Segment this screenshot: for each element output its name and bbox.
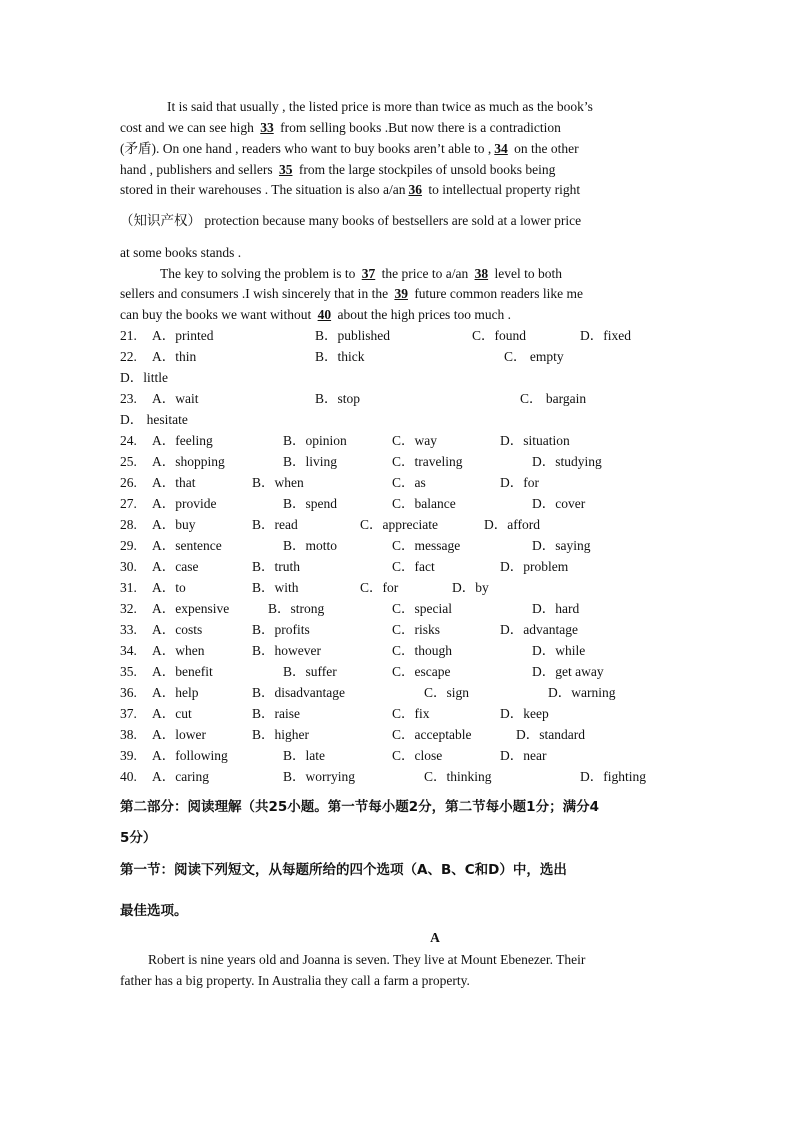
option-d: D．fighting [580, 769, 646, 784]
passage-line [148, 950, 708, 970]
option-d: D．cover [532, 496, 586, 511]
question-number: 33. [120, 622, 137, 637]
option-b: B．thick [315, 349, 365, 364]
option-d: D．little [120, 370, 168, 385]
option-c: C． bargain [520, 391, 587, 406]
question-row [120, 725, 680, 745]
option-a: A．to [152, 580, 186, 595]
option-b: B．profits [252, 622, 310, 637]
option-b: B．strong [268, 601, 325, 616]
option-a: A．printed [152, 328, 214, 343]
question-number: 31. [120, 580, 137, 595]
question-row [120, 473, 680, 493]
text: at some books stands . [120, 245, 242, 260]
question-row-continued [120, 410, 680, 430]
text: to intellectual property right [424, 182, 581, 197]
question-number: 32. [120, 601, 137, 616]
passage-line [120, 180, 680, 200]
question-row [120, 494, 680, 514]
section-heading: 最佳选项。 [120, 903, 188, 919]
option-a: A．costs [152, 622, 203, 637]
blank-33: 33 [260, 120, 274, 135]
option-b: B．spend [283, 496, 337, 511]
question-number: 23. [120, 391, 137, 406]
question-number: 29. [120, 538, 137, 553]
option-d: D．problem [500, 559, 569, 574]
option-c: C．appreciate [360, 517, 438, 532]
text: (矛盾). On one hand , readers who want to buy books aren’t able to , [120, 141, 492, 156]
option-d: D．fixed [580, 328, 631, 343]
option-b: B．read [252, 517, 298, 532]
passage-line [120, 243, 680, 263]
text: Robert is nine years old and Joanna is seven. They live at Mount Ebenezer. Their [148, 952, 586, 967]
option-d: D．standard [516, 727, 585, 742]
question-number: 22. [120, 349, 137, 364]
option-d: D．by [452, 580, 489, 595]
question-row [120, 557, 680, 577]
text: about the high prices too much . [334, 307, 512, 322]
option-a: A．provide [152, 496, 217, 511]
option-c: C．traveling [392, 454, 463, 469]
option-c: C．balance [392, 496, 456, 511]
option-c: C．though [392, 643, 453, 658]
option-c: C． empty [504, 349, 564, 364]
question-number: 28. [120, 517, 137, 532]
option-b: B．suffer [283, 664, 337, 679]
option-b: B．disadvantage [252, 685, 345, 700]
question-row [120, 347, 680, 367]
text: It is said that usually , the listed price is more than twice as much as the book’s [167, 99, 593, 114]
question-number: 38. [120, 727, 137, 742]
option-c: C．way [392, 433, 437, 448]
question-row [120, 515, 680, 535]
question-row [120, 389, 680, 409]
question-number: 30. [120, 559, 137, 574]
option-b: B．published [315, 328, 391, 343]
option-a: A．case [152, 559, 199, 574]
option-c: C．escape [392, 664, 451, 679]
question-number: 40. [120, 769, 137, 784]
question-number: 26. [120, 475, 137, 490]
blank-35: 35 [278, 162, 293, 177]
option-d: D．get away [532, 664, 604, 679]
question-number: 35. [120, 664, 137, 679]
option-c: C．fix [392, 706, 430, 721]
option-b: B．stop [315, 391, 361, 406]
option-b: B．however [252, 643, 321, 658]
question-row [120, 704, 680, 724]
passage-line [120, 118, 680, 138]
option-d: D．studying [532, 454, 602, 469]
option-c: C．found [472, 328, 526, 343]
option-a: A．wait [152, 391, 199, 406]
question-number: 21. [120, 328, 137, 343]
question-number: 25. [120, 454, 137, 469]
option-b: B．late [283, 748, 325, 763]
question-row [120, 431, 680, 451]
question-row [120, 746, 680, 766]
text: from selling books .But now there is a contradiction [276, 120, 561, 135]
option-b: B．higher [252, 727, 309, 742]
question-row [120, 536, 680, 556]
passage-line [167, 97, 727, 117]
passage-line [120, 284, 680, 304]
blank-38: 38 [474, 266, 489, 281]
text: cost and we can see high [120, 120, 258, 135]
option-a: A．help [152, 685, 199, 700]
option-a: A．that [152, 475, 196, 490]
blank-36: 36 [408, 182, 422, 197]
text: The key to solving the problem is to [160, 266, 359, 281]
option-a: A．expensive [152, 601, 230, 616]
text: stored in their warehouses . The situation is also a/an [120, 182, 406, 197]
section-heading: 第一节：阅读下列短文，从每题所给的四个选项（A、B、C和D）中，选出 [120, 862, 567, 878]
option-c: C．fact [392, 559, 435, 574]
blank-40: 40 [317, 307, 332, 322]
option-c: C．message [392, 538, 461, 553]
passage-line [120, 160, 680, 180]
option-b: B．motto [283, 538, 338, 553]
option-a: A．following [152, 748, 228, 763]
question-number: 24. [120, 433, 137, 448]
passage-line [120, 305, 680, 325]
option-d: D． hesitate [120, 412, 188, 427]
question-number: 34. [120, 643, 137, 658]
option-c: C．thinking [424, 769, 492, 784]
option-b: B．when [252, 475, 304, 490]
option-a: A．when [152, 643, 205, 658]
section-heading: 第二部分：阅读理解（共25小题。第一节每小题2分，第二节每小题1分；满分4 [120, 799, 599, 815]
option-a: A．thin [152, 349, 197, 364]
question-row [120, 662, 680, 682]
option-a: A．shopping [152, 454, 225, 469]
option-c: C．sign [424, 685, 470, 700]
question-row [120, 683, 680, 703]
option-b: B．raise [252, 706, 300, 721]
blank-39: 39 [394, 286, 408, 301]
text: father has a big property. In Australia they call a farm a property. [120, 973, 470, 988]
option-a: A．cut [152, 706, 192, 721]
text: the price to a/an [378, 266, 472, 281]
question-row [120, 452, 680, 472]
text: from the large stockpiles of unsold books being [295, 162, 556, 177]
text: sellers and consumers .I wish sincerely that in the [120, 286, 392, 301]
text: hand , publishers and sellers [120, 162, 276, 177]
text: protection because many books of bestsellers are sold at a lower price [201, 213, 582, 228]
text: on the other [510, 141, 579, 156]
blank-37: 37 [361, 266, 376, 281]
option-b: B．living [283, 454, 338, 469]
option-b: B．worrying [283, 769, 355, 784]
option-d: D．afford [484, 517, 540, 532]
question-row [120, 578, 680, 598]
option-c: C．as [392, 475, 426, 490]
option-d: D．warning [548, 685, 616, 700]
option-d: D．hard [532, 601, 580, 616]
option-d: D．saying [532, 538, 591, 553]
blank-34: 34 [494, 141, 508, 156]
option-a: A．lower [152, 727, 206, 742]
text: can buy the books we want without [120, 307, 315, 322]
option-c: C．acceptable [392, 727, 472, 742]
option-b: B．truth [252, 559, 301, 574]
option-d: D．situation [500, 433, 570, 448]
option-c: C．risks [392, 622, 441, 637]
option-b: B．opinion [283, 433, 347, 448]
option-c: C．close [392, 748, 443, 763]
option-a: A．sentence [152, 538, 222, 553]
option-b: B．with [252, 580, 299, 595]
text: level to both [491, 266, 562, 281]
passage-line [120, 971, 680, 991]
option-d: D．for [500, 475, 539, 490]
option-c: C．for [360, 580, 399, 595]
option-a: A．benefit [152, 664, 213, 679]
question-number: 37. [120, 706, 137, 721]
question-row-continued [120, 368, 680, 388]
option-d: D．while [532, 643, 586, 658]
option-d: D．advantage [500, 622, 578, 637]
question-row [120, 641, 680, 661]
passage-line [120, 139, 680, 159]
passage-line [120, 211, 680, 231]
option-a: A．caring [152, 769, 209, 784]
passage-line [160, 264, 720, 284]
question-number: 39. [120, 748, 137, 763]
text: future common readers like me [410, 286, 583, 301]
option-c: C．special [392, 601, 452, 616]
question-row [120, 326, 680, 346]
option-a: A．feeling [152, 433, 213, 448]
question-number: 36. [120, 685, 137, 700]
question-row [120, 767, 680, 787]
option-a: A．buy [152, 517, 196, 532]
question-row [120, 620, 680, 640]
option-d: D．keep [500, 706, 549, 721]
passage-label: A [430, 930, 440, 945]
question-row [120, 599, 680, 619]
text: （知识产权） [120, 213, 201, 229]
option-d: D．near [500, 748, 547, 763]
section-heading: 5分） [120, 830, 157, 846]
question-number: 27. [120, 496, 137, 511]
